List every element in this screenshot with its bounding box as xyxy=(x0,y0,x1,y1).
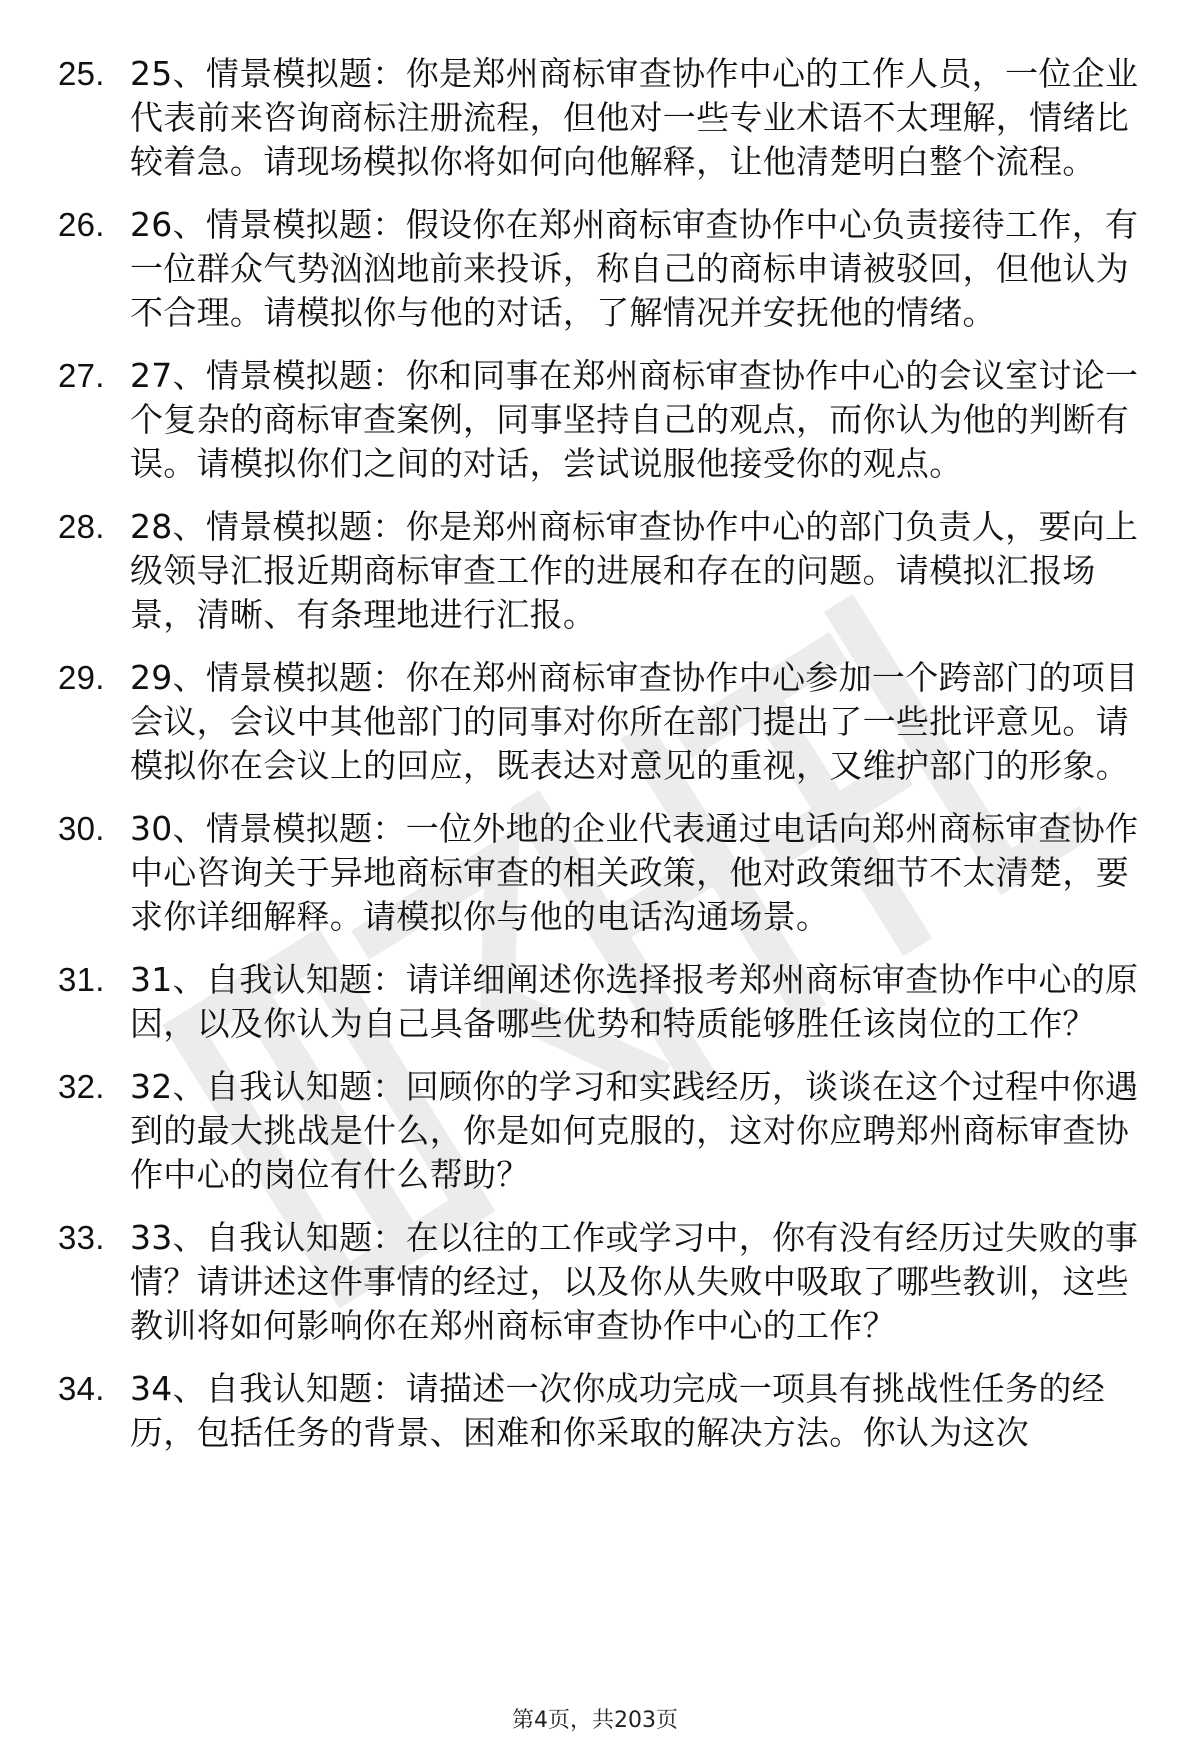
question-item xyxy=(58,958,1158,1046)
question-item xyxy=(58,1367,1158,1455)
question-list xyxy=(58,52,1158,1474)
question-item xyxy=(58,807,1158,939)
question-item xyxy=(58,505,1158,637)
question-number: 29. xyxy=(58,659,105,696)
question-text: 32、自我认知题：回顾你的学习和实践经历，谈谈在这个过程中你遇到的最大挑战是什么，你是如何克服的，这对你应聘郑州商标审查协作中心的岗位有什么帮助？ xyxy=(130,1067,1139,1194)
question-number: 33. xyxy=(58,1219,105,1256)
question-text: 25、情景模拟题：你是郑州商标审查协作中心的工作人员，一位企业代表前来咨询商标注册流程，但他对一些专业术语不太理解，情绪比较着急。请现场模拟你将如何向他解释，让他清楚明白整个流程。 xyxy=(130,54,1139,181)
question-text: 30、情景模拟题：一位外地的企业代表通过电话向郑州商标审查协作中心咨询关于异地商标审查的相关政策，他对政策细节不太清楚，要求你详细解释。请模拟你与他的电话沟通场景。 xyxy=(130,809,1139,936)
question-text: 26、情景模拟题：假设你在郑州商标审查协作中心负责接待工作，有一位群众气势汹汹地前来投诉，称自己的商标申请被驳回，但他认为不合理。请模拟你与他的对话，了解情况并安抚他的情绪。 xyxy=(130,205,1139,332)
question-text: 33、自我认知题：在以往的工作或学习中，你有没有经历过失败的事情？请讲述这件事情的经过，以及你从失败中吸取了哪些教训，这些教训将如何影响你在郑州商标审查协作中心的工作？ xyxy=(130,1218,1139,1345)
question-number: 30. xyxy=(58,810,105,847)
question-text: 27、情景模拟题：你和同事在郑州商标审查协作中心的会议室讨论一个复杂的商标审查案例，同事坚持自己的观点，而你认为他的判断有误。请模拟你们之间的对话，尝试说服他接受你的观点。 xyxy=(130,356,1139,483)
question-text: 28、情景模拟题：你是郑州商标审查协作中心的部门负责人，要向上级领导汇报近期商标审查工作的进展和存在的问题。请模拟汇报场景，清晰、有条理地进行汇报。 xyxy=(130,507,1139,634)
question-number: 31. xyxy=(58,961,105,998)
question-text: 34、自我认知题：请描述一次你成功完成一项具有挑战性任务的经历，包括任务的背景、困难和你采取的解决方法。你认为这次 xyxy=(130,1369,1105,1452)
question-text: 31、自我认知题：请详细阐述你选择报考郑州商标审查协作中心的原因，以及你认为自己具备哪些优势和特质能够胜任该岗位的工作？ xyxy=(130,960,1139,1043)
question-number: 26. xyxy=(58,206,105,243)
question-item xyxy=(58,1216,1158,1348)
question-number: 27. xyxy=(58,357,105,394)
question-text: 29、情景模拟题：你在郑州商标审查协作中心参加一个跨部门的项目会议，会议中其他部门的同事对你所在部门提出了一些批评意见。请模拟你在会议上的回应，既表达对意见的重视，又维护部门的形象。 xyxy=(130,658,1139,785)
question-item xyxy=(58,52,1158,184)
question-item xyxy=(58,203,1158,335)
question-number: 28. xyxy=(58,508,105,545)
page-footer: 第4页，共203页 xyxy=(512,1708,678,1733)
question-item xyxy=(58,1065,1158,1197)
question-number: 32. xyxy=(58,1068,105,1105)
question-number: 25. xyxy=(58,55,105,92)
question-item xyxy=(58,656,1158,788)
question-item xyxy=(58,354,1158,486)
question-number: 34. xyxy=(58,1370,105,1407)
